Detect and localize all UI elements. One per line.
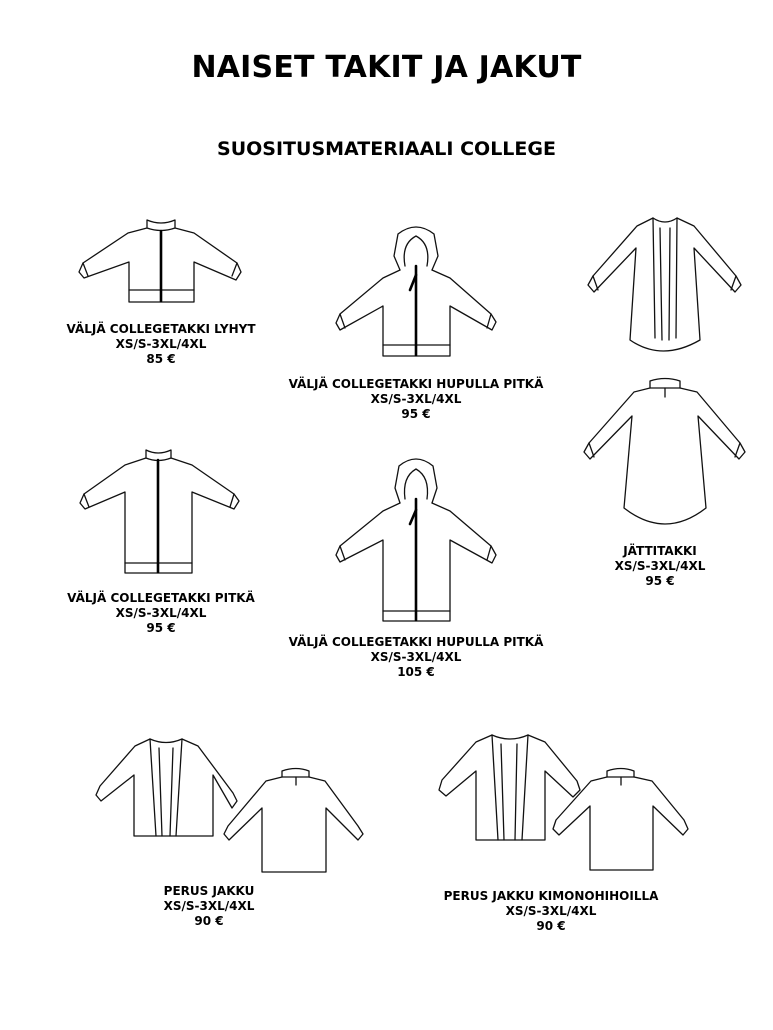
long-bomber-jacket-icon (80, 450, 239, 573)
product-caption-short-bomber (41, 322, 281, 367)
product-caption-long-bomber (41, 591, 281, 636)
long-coat-back-icon (584, 379, 745, 525)
long-open-coat-front-icon (588, 218, 741, 351)
hooded-zip-jacket-icon (336, 227, 496, 356)
product-name: VÄLJÄ COLLEGETAKKI LYHYT (66, 322, 256, 336)
product-price: 105 € (397, 665, 435, 679)
product-sizes: XS/S-3XL/4XL (614, 559, 706, 573)
basic-jacket-back-icon (224, 769, 363, 873)
product-name: PERUS JAKKU KIMONOHIHOILLA (443, 889, 659, 903)
product-sizes: XS/S-3XL/4XL (505, 904, 597, 918)
product-name: JÄTTITAKKI (623, 544, 697, 558)
product-name: VÄLJÄ COLLEGETAKKI HUPULLA PITKÄ (288, 635, 544, 649)
page-title: NAISET TAKIT JA JAKUT (191, 50, 582, 85)
product-caption-long-hooded-jacket (266, 635, 566, 680)
product-caption-jattitakki (580, 544, 740, 589)
kimono-jacket-back-icon (553, 769, 688, 871)
long-hooded-zip-jacket-icon (336, 459, 496, 621)
product-price: 95 € (401, 407, 431, 421)
product-name: VÄLJÄ COLLEGETAKKI HUPULLA PITKÄ (288, 377, 544, 391)
product-sizes: XS/S-3XL/4XL (115, 606, 207, 620)
product-price: 95 € (146, 621, 176, 635)
product-sizes: XS/S-3XL/4XL (370, 650, 462, 664)
product-price: 95 € (645, 574, 675, 588)
product-price: 90 € (194, 914, 224, 928)
product-sizes: XS/S-3XL/4XL (115, 337, 207, 351)
product-caption-hooded-jacket (266, 377, 566, 422)
product-caption-kimono-jakku (421, 889, 681, 934)
product-caption-perus-jakku (139, 884, 279, 929)
product-name: VÄLJÄ COLLEGETAKKI PITKÄ (67, 591, 255, 605)
short-bomber-jacket-icon (79, 220, 241, 302)
product-price: 85 € (146, 352, 176, 366)
product-name: PERUS JAKKU (163, 884, 255, 898)
kimono-jacket-front-icon (439, 735, 580, 840)
product-price: 90 € (536, 919, 566, 933)
product-sizes: XS/S-3XL/4XL (163, 899, 255, 913)
basic-jacket-front-icon (96, 739, 237, 836)
page-subtitle: SUOSITUSMATERIAALI COLLEGE (217, 138, 556, 160)
product-sizes: XS/S-3XL/4XL (370, 392, 462, 406)
